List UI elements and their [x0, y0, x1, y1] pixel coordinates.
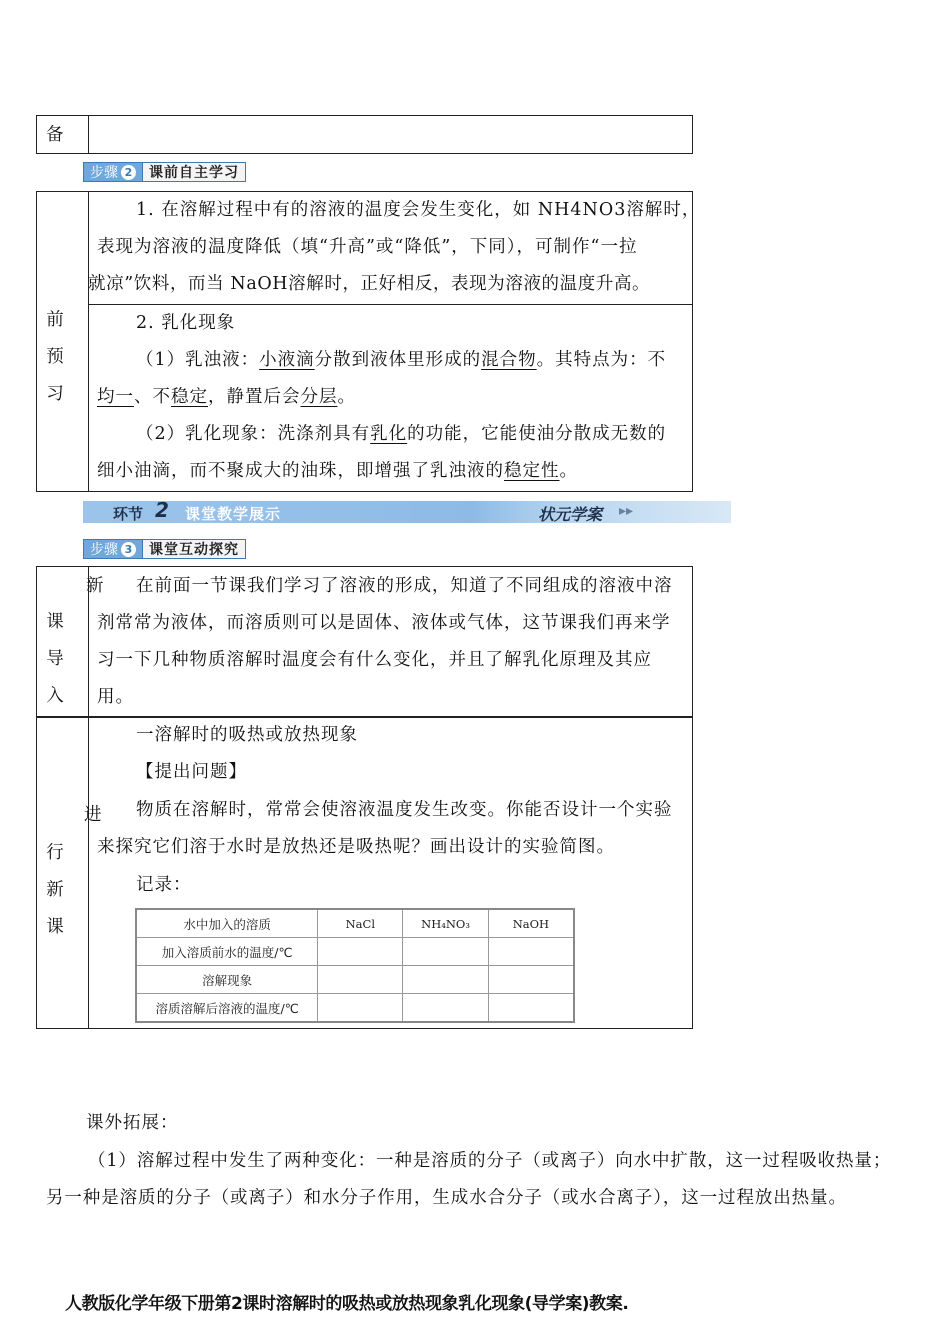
banner-title: 课堂教学展示: [185, 505, 282, 523]
table-cell: 溶质溶解后溶液的温度/℃: [136, 994, 318, 1023]
table-cell: [318, 966, 403, 994]
step3-prefix: 步骤 3: [83, 539, 142, 559]
preview-item2-line1: （1）乳浊液：小液滴分散到液体里形成的混合物。其特点为：不: [136, 350, 667, 370]
table-cell: 溶解现象: [136, 966, 318, 994]
step2-tag: [83, 162, 246, 182]
extension-line1: （1）溶解过程中发生了两种变化：一种是溶质的分子（或离子）向水中扩散，这一过程吸收热量；: [88, 1151, 892, 1171]
new-lesson-side-label: 行 新 课: [46, 843, 64, 937]
table-cell: 加入溶质前水的温度/℃: [136, 938, 318, 966]
banner-arrows-icon: ▸▸: [619, 503, 634, 519]
top-table: [36, 115, 693, 154]
preview-item2-title: 2. 乳化现象: [136, 313, 236, 333]
top-table-divider: [88, 115, 89, 154]
record-table: [135, 908, 575, 1023]
table-row: [136, 938, 574, 966]
intro-line1: 在前面一节课我们学习了溶液的形成，知道了不同组成的溶液中溶: [136, 576, 673, 596]
table-row: [136, 909, 574, 938]
section-banner: [83, 498, 731, 524]
top-table-label: 备: [46, 125, 65, 145]
step3-number: 3: [121, 542, 136, 557]
intro-line3: 习一下几种物质溶解时温度会有什么变化，并且了解乳化原理及其应: [97, 650, 652, 670]
preview-item1-line2: 表现为溶液的温度降低（填“升高”或“降低”，下同），可制作“一拉: [97, 237, 638, 257]
new-lesson-side-top: 进: [84, 805, 103, 825]
intro-line2: 剂常常为液体，而溶质则可以是固体、液体或气体，这节课我们再来学: [97, 613, 671, 633]
preview-table-divider: [88, 191, 89, 492]
banner-brand: 状元学案: [538, 505, 603, 524]
document-footer-title: 人教版化学年级下册第2课时溶解时的吸热或放热现象乳化现象(导学案)教案.: [65, 1294, 629, 1314]
table-cell: [403, 938, 488, 966]
record-label: 记录：: [136, 875, 192, 895]
table-cell: [318, 938, 403, 966]
table-row: [136, 994, 574, 1023]
preview-item2-line2: 均一、不稳定，静置后会分层。: [97, 387, 356, 407]
preview-item2-line4: 细小油滴，而不聚成大的油珠，即增强了乳浊液的稳定性。: [97, 461, 578, 481]
table-header-cell: NaCl: [318, 909, 403, 938]
table-header-cell: NH₄NO₃: [403, 909, 488, 938]
table-header-cell: NaOH: [488, 909, 574, 938]
question-line1: 物质在溶解时，常常会使溶液温度发生改变。你能否设计一个实验: [136, 800, 673, 820]
table-row: [136, 966, 574, 994]
preview-item1-line3: 就凉”饮料，而当 NaOH溶解时，正好相反，表现为溶液的温度升高。: [88, 274, 651, 294]
preview-row-divider: [88, 304, 693, 305]
table-cell: [488, 994, 574, 1023]
table-header-cell: 水中加入的溶质: [136, 909, 318, 938]
banner-number: 2: [155, 498, 169, 522]
step2-prefix: 步骤 2: [83, 162, 142, 182]
intro-side-top: 新: [86, 576, 105, 596]
table-cell: [488, 938, 574, 966]
step2-title: 课前自主学习: [142, 162, 246, 182]
question-line2: 来探究它们溶于水时是放热还是吸热呢？画出设计的实验简图。: [97, 837, 615, 857]
new-lesson-divider: [88, 716, 89, 1029]
extension-label: 课外拓展：: [86, 1113, 179, 1133]
intro-side-label: 课 导 入: [46, 612, 64, 706]
table-cell: [403, 994, 488, 1023]
step2-number: 2: [121, 165, 136, 180]
preview-item2-line3: （2）乳化现象：洗涤剂具有乳化的功能，它能使油分散成无数的: [136, 424, 667, 444]
new-lesson-heading: 一溶解时的吸热或放热现象: [136, 725, 358, 745]
question-tag: 【提出问题】: [136, 762, 247, 782]
table-cell: [318, 994, 403, 1023]
table-cell: [488, 966, 574, 994]
step3-tag: [83, 539, 246, 559]
preview-item1-line1: 1. 在溶解过程中有的溶液的温度会发生变化，如 NH4NO3溶解时，: [136, 200, 701, 220]
intro-line4: 用。: [97, 687, 134, 707]
step3-title: 课堂互动探究: [142, 539, 246, 559]
table-cell: [403, 966, 488, 994]
banner-prefix: 环节: [113, 505, 144, 523]
preview-side-label: 前 预 习: [46, 310, 64, 404]
extension-line2: 另一种是溶质的分子（或离子）和水分子作用，生成水合分子（或水合离子），这一过程放出热量。: [46, 1188, 847, 1208]
